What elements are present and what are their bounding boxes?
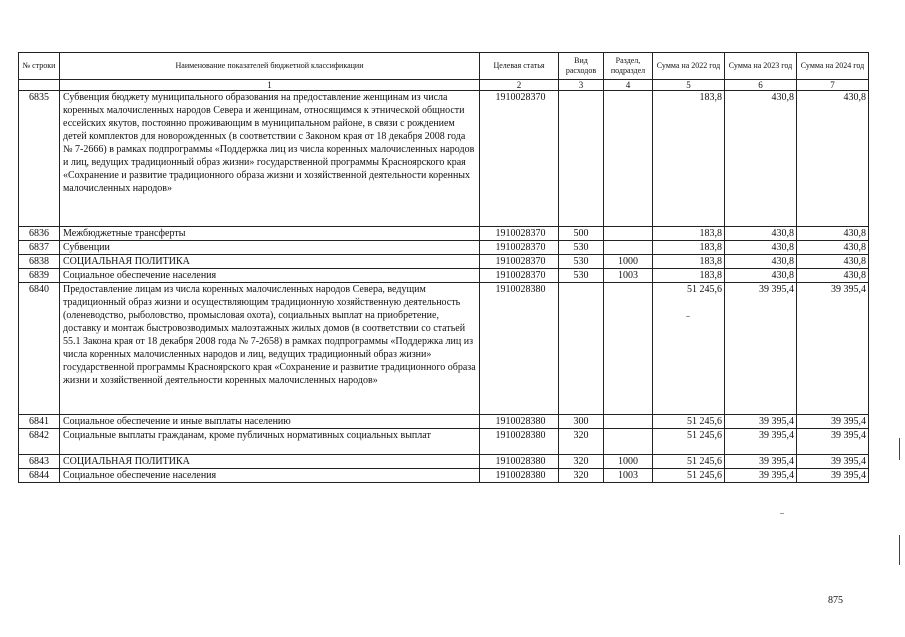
row-section: 1003 [604, 269, 653, 283]
scan-edge-mark [899, 535, 900, 565]
row-expense-type: 300 [559, 415, 604, 429]
row-target-article: 1910028380 [480, 415, 559, 429]
row-sum-2022: 51 245,6 [653, 469, 725, 483]
table-row [19, 241, 869, 255]
scan-speck [686, 316, 690, 317]
row-sum-2023: 430,8 [725, 269, 797, 283]
row-sum-2022: 183,8 [653, 241, 725, 255]
row-sum-2022: 183,8 [653, 255, 725, 269]
table-row [19, 227, 869, 241]
row-sum-2024: 430,8 [797, 255, 869, 269]
row-section [604, 415, 653, 429]
table-row [19, 415, 869, 429]
row-number: 6837 [19, 241, 60, 255]
row-sum-2023: 430,8 [725, 227, 797, 241]
row-target-article: 1910028380 [480, 469, 559, 483]
row-sum-2024: 430,8 [797, 241, 869, 255]
header-sum-2024: Сумма на 2024 год [797, 53, 869, 80]
row-name: Субвенции [60, 241, 480, 255]
row-section: 1003 [604, 469, 653, 483]
row-sum-2022: 51 245,6 [653, 283, 725, 415]
column-number-4: 4 [604, 80, 653, 91]
row-section [604, 283, 653, 415]
row-target-article: 1910028380 [480, 455, 559, 469]
column-number-7: 7 [797, 80, 869, 91]
row-target-article: 1910028370 [480, 241, 559, 255]
row-sum-2022: 183,8 [653, 269, 725, 283]
row-number: 6841 [19, 415, 60, 429]
column-number-row [19, 80, 869, 91]
row-name: Межбюджетные трансферты [60, 227, 480, 241]
row-target-article: 1910028370 [480, 255, 559, 269]
row-name: Социальное обеспечение населения [60, 469, 480, 483]
row-number: 6838 [19, 255, 60, 269]
row-name: Предоставление лицам из числа коренных малочисленных народов Севера, ведущим традиционный образ жизни и осуществляющим традиционную хозяйственную деятельность (оленеводство, рыболовство, промысловая охота), социальных выплат на приобретение, доставку и монтаж быстровозводимых малоэтажных жилых домов (в соответствии со статьей 55.1 Закона края от 18 декабря 2008 года № 7-2658) в рамках подпрограммы «Поддержка лиц из числа коренных малочисленных народов и лиц, ведущих традиционный образ жизни» государственной программы Красноярского края «Сохранение и развитие традиционного образа жизни и хозяйственной деятельности коренных малочисленных народов» [60, 283, 480, 415]
header-section: Раздел, подраздел [604, 53, 653, 80]
header-expense-type: Вид расходов [559, 53, 604, 80]
row-expense-type: 530 [559, 269, 604, 283]
row-name: СОЦИАЛЬНАЯ ПОЛИТИКА [60, 455, 480, 469]
row-sum-2024: 39 395,4 [797, 283, 869, 415]
budget-table [18, 52, 869, 483]
row-section: 1000 [604, 455, 653, 469]
row-number: 6835 [19, 91, 60, 227]
table-row [19, 91, 869, 227]
row-sum-2023: 430,8 [725, 255, 797, 269]
row-sum-2022: 51 245,6 [653, 429, 725, 455]
row-target-article: 1910028380 [480, 283, 559, 415]
row-sum-2024: 430,8 [797, 227, 869, 241]
page-number: 875 [828, 595, 843, 606]
row-target-article: 1910028370 [480, 227, 559, 241]
column-number-6: 6 [725, 80, 797, 91]
row-number: 6840 [19, 283, 60, 415]
row-expense-type: 320 [559, 469, 604, 483]
row-name: Социальные выплаты гражданам, кроме публичных нормативных социальных выплат [60, 429, 480, 455]
column-number-1: 1 [60, 80, 480, 91]
row-sum-2024: 430,8 [797, 91, 869, 227]
row-target-article: 1910028380 [480, 429, 559, 455]
row-sum-2023: 39 395,4 [725, 469, 797, 483]
header-row [19, 53, 869, 80]
row-section [604, 91, 653, 227]
row-expense-type [559, 91, 604, 227]
row-number: 6836 [19, 227, 60, 241]
row-expense-type: 500 [559, 227, 604, 241]
table-row [19, 269, 869, 283]
scan-edge-mark [899, 438, 900, 460]
row-target-article: 1910028370 [480, 91, 559, 227]
row-name: СОЦИАЛЬНАЯ ПОЛИТИКА [60, 255, 480, 269]
row-section [604, 429, 653, 455]
header-target-article: Целевая статья [480, 53, 559, 80]
row-sum-2024: 430,8 [797, 269, 869, 283]
row-sum-2023: 39 395,4 [725, 455, 797, 469]
scan-speck [780, 513, 784, 514]
row-number: 6843 [19, 455, 60, 469]
row-sum-2023: 39 395,4 [725, 429, 797, 455]
table-row [19, 469, 869, 483]
row-section: 1000 [604, 255, 653, 269]
column-number-0 [19, 80, 60, 91]
row-expense-type: 530 [559, 255, 604, 269]
row-number: 6844 [19, 469, 60, 483]
row-number: 6842 [19, 429, 60, 455]
table-row [19, 283, 869, 415]
row-expense-type: 530 [559, 241, 604, 255]
row-target-article: 1910028370 [480, 269, 559, 283]
row-expense-type: 320 [559, 455, 604, 469]
header-sum-2023: Сумма на 2023 год [725, 53, 797, 80]
row-section [604, 241, 653, 255]
table-row [19, 429, 869, 455]
table-row [19, 255, 869, 269]
row-sum-2022: 51 245,6 [653, 415, 725, 429]
row-sum-2023: 39 395,4 [725, 415, 797, 429]
row-sum-2024: 39 395,4 [797, 469, 869, 483]
row-sum-2024: 39 395,4 [797, 429, 869, 455]
header-sum-2022: Сумма на 2022 год [653, 53, 725, 80]
row-expense-type [559, 283, 604, 415]
table-row [19, 455, 869, 469]
row-sum-2023: 430,8 [725, 241, 797, 255]
row-sum-2022: 183,8 [653, 91, 725, 227]
row-section [604, 227, 653, 241]
column-number-3: 3 [559, 80, 604, 91]
row-expense-type: 320 [559, 429, 604, 455]
row-name: Социальное обеспечение населения [60, 269, 480, 283]
row-sum-2024: 39 395,4 [797, 455, 869, 469]
header-indicator-name: Наименование показателей бюджетной классификации [60, 53, 480, 80]
row-sum-2022: 51 245,6 [653, 455, 725, 469]
row-sum-2024: 39 395,4 [797, 415, 869, 429]
column-number-5: 5 [653, 80, 725, 91]
row-number: 6839 [19, 269, 60, 283]
row-sum-2022: 183,8 [653, 227, 725, 241]
header-row-number: № строки [19, 53, 60, 80]
row-name: Субвенция бюджету муниципального образования на предоставление женщинам из числа коренных малочисленных народов Севера и женщинам, относящимся к этнической общности ессейских якутов, постоянно проживающим в муниципальном районе, в связи с рождением детей комплектов для новорожденных (в соответствии с Законом края от 18 декабря 2008 года № 7-2666) в рамках подпрограммы «Поддержка лиц из числа коренных малочисленных народов и лиц, ведущих традиционный образ жизни» государственной программы Красноярского края «Сохранение и развитие традиционного образа жизни и хозяйственной деятельности коренных малочисленных народов» [60, 91, 480, 227]
row-sum-2023: 430,8 [725, 91, 797, 227]
row-name: Социальное обеспечение и иные выплаты населению [60, 415, 480, 429]
column-number-2: 2 [480, 80, 559, 91]
row-sum-2023: 39 395,4 [725, 283, 797, 415]
